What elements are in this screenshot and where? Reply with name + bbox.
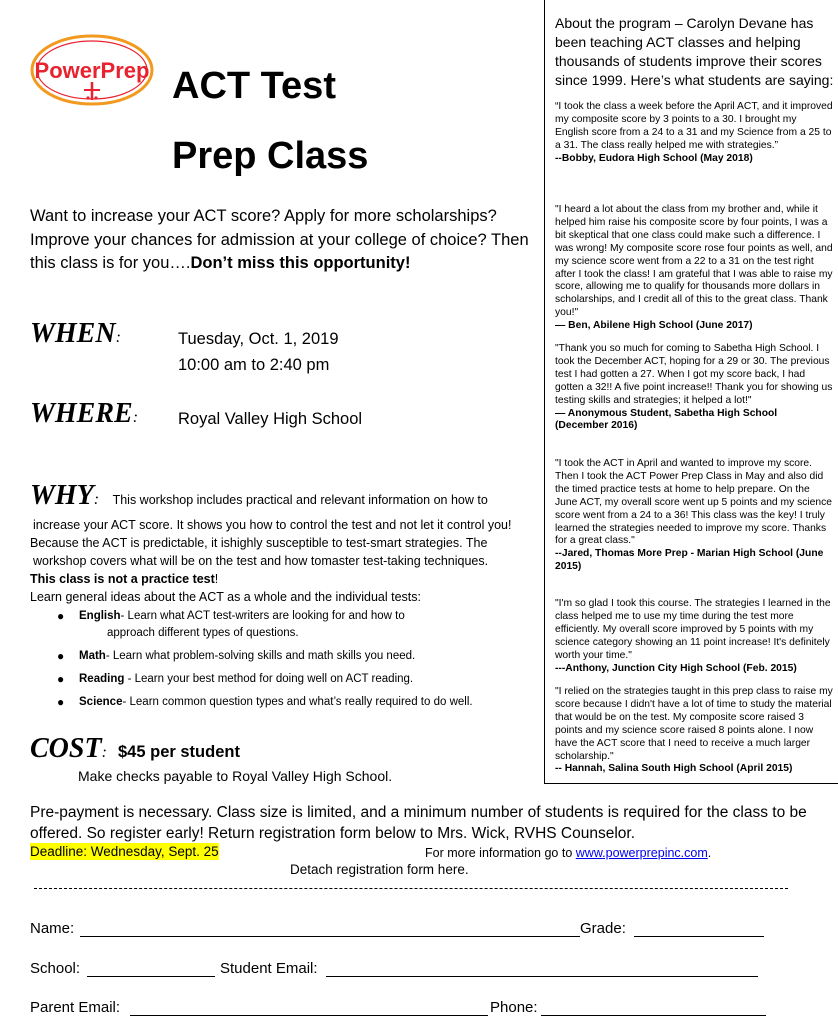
testimonial-anonymous: [555, 343, 833, 433]
test-list: [30, 608, 530, 711]
intro-paragraph: [30, 205, 540, 276]
testimonial-signature: — Anonymous Student, Sabetha High School (December 2016): [555, 407, 778, 432]
item-name: Science: [79, 696, 123, 708]
school-field[interactable]: [87, 960, 215, 977]
list-item-english: [30, 608, 530, 642]
detach-instruction: Detach registration form here.: [290, 862, 469, 877]
testimonial-bobby: [555, 101, 833, 166]
why-line4: workshop covers what will be on the test and how tomaster test-taking techniques.: [33, 554, 489, 568]
testimonial-signature: --Bobby, Eudora High School (May 2018): [555, 152, 753, 164]
more-info-suffix: .: [707, 846, 712, 860]
list-item-reading: [30, 671, 530, 688]
not-practice-bold: This class is not a practice test: [30, 572, 215, 586]
name-label: Name:: [30, 920, 75, 937]
testimonial-quote: "I'm so glad I took this course. The strategies I learned in the class helped me to use my time during the test more efficiently. My overall score improved by 5 points with my science category showing an 11 point increase! It's definitely worth your time.": [555, 598, 831, 661]
testimonial-anthony: [555, 598, 833, 675]
name-field[interactable]: [80, 920, 580, 937]
when-label: [30, 318, 121, 354]
why-label: WHY:: [30, 480, 100, 511]
bullet-icon: ●: [57, 649, 65, 663]
testimonial-jared: [555, 458, 833, 574]
why-first-line: [30, 480, 530, 516]
deadline-highlight: Deadline: Wednesday, Sept. 25: [30, 844, 219, 859]
logo-text: PowerPrep: [34, 58, 150, 83]
when-colon: :: [115, 329, 121, 346]
item-name: Math: [79, 650, 106, 662]
item-desc: - Learn your best method for doing well on ACT reading.: [124, 673, 414, 685]
testimonial-signature: — Ben, Abilene High School (June 2017): [555, 320, 753, 332]
not-practice-end: !: [214, 572, 219, 586]
grade-field[interactable]: [634, 920, 764, 937]
not-practice-line: [30, 570, 530, 588]
more-info-prefix: For more information go to: [425, 846, 576, 860]
when-label-text: WHEN: [30, 318, 116, 349]
testimonials-sidebar: [544, 0, 838, 784]
powerprep-logo: [30, 34, 156, 110]
page-title-line1: ACT Test: [172, 65, 336, 107]
item-name: English: [79, 610, 121, 622]
cost-price: $45 per student: [118, 743, 240, 761]
grade-label: Grade:: [580, 920, 626, 937]
item-desc: - Learn what problem-solving skills and math skills you need.: [105, 650, 416, 662]
why-label-text: WHY: [30, 480, 94, 511]
student-email-field[interactable]: [326, 960, 758, 977]
testimonial-signature: ---Anthony, Junction City High School (Feb. 2015): [555, 662, 797, 674]
testimonial-quote: "I took the ACT in April and wanted to improve my score. Then I took the ACT Power Prep Class in May and also did the timed practice tests at home to help prepare. On the June ACT, my overall score went up 5 points and my science score went from a 24 to a 36! This class was the key! I truly learned the strategies needed to improve my score. Thanks for a great class.": [555, 458, 833, 547]
page-title-line2: Prep Class: [172, 135, 369, 177]
sidebar-heading: About the program – Carolyn Devane has been teaching ACT classes and helping thousands of students improve their scores since 1999. Here’s what students are saying:: [555, 15, 834, 88]
why-line1: This workshop includes practical and relevant information on how to: [112, 493, 488, 507]
when-time: 10:00 am to 2:40 pm: [178, 356, 330, 374]
student-email-label: Student Email:: [220, 960, 318, 977]
where-label-text: WHERE: [30, 398, 133, 429]
list-item-science: [30, 694, 530, 711]
item-desc-cont: approach different types of questions.: [107, 627, 299, 639]
testimonial-quote: "Thank you so much for coming to Sabetha High School. I took the December ACT, hoping for a 29 or 30. The previous test I had gotten a 27. When I got my score back, I had gotten a 32!! A five point increase!! Thank you for showing us testing skills and strategies; it helped a lot!": [555, 343, 833, 406]
parent-email-field[interactable]: [130, 999, 488, 1016]
testimonial-quote: "I relied on the strategies taught in this prep class to raise my score because I didn't have a lot of time to study the material that would be on the test. My composite score raised 3 points and my science score raised 8 points alone. I now have the ACT score that I need to receive a much larger scholarship.": [555, 686, 833, 762]
testimonial-signature: --Jared, Thomas More Prep - Marian High School (June 2015): [555, 548, 824, 573]
learn-general-line: Learn general ideas about the ACT as a whole and the individual tests:: [30, 590, 422, 604]
detach-dashed-line: [34, 888, 788, 889]
cost-colon: :: [101, 744, 107, 761]
item-name: Reading: [79, 673, 125, 685]
item-desc: - Learn what ACT test-writers are looking for and how to: [120, 610, 405, 622]
bullet-icon: ●: [57, 695, 65, 709]
item-desc: - Learn common question types and what’s really required to do well.: [122, 696, 473, 708]
intro-emphasis: Don’t miss this opportunity!: [190, 254, 411, 272]
list-item-math: [30, 648, 530, 665]
bullet-icon: ●: [57, 609, 65, 623]
more-info-line: [425, 845, 711, 861]
bullet-icon: ●: [57, 672, 65, 686]
testimonial-quote: “I took the class a week before the April ACT, and it improved my composite score by 3 points to a 30. I brought my English score from a 24 to a 31 and my Science from a 25 to a 31. The class really helped me with strategies.”: [555, 101, 833, 151]
phone-field[interactable]: [541, 999, 766, 1016]
where-colon: :: [132, 409, 139, 426]
cost-label-text: COST: [30, 733, 102, 764]
when-date: Tuesday, Oct. 1, 2019: [178, 330, 339, 348]
why-line2: increase your ACT score. It shows you how to control the test and not let it control you!: [33, 518, 512, 532]
intro-text: Want to increase your ACT score? Apply for more scholarships? Improve your chances for admission at your college of choice? Then this class is for you….: [30, 207, 529, 272]
powerprep-website-link[interactable]: www.powerprepinc.com: [575, 846, 708, 860]
phone-label: Phone:: [490, 999, 538, 1016]
why-line3: Because the ACT is predictable, it ishighly susceptible to test-smart strategies. The: [30, 536, 488, 550]
testimonial-signature: -- Hannah, Salina South High School (April 2015): [555, 763, 793, 775]
testimonial-hannah: [555, 686, 833, 776]
where-place: Royal Valley High School: [178, 410, 363, 428]
where-label: [30, 398, 138, 434]
why-section: [30, 480, 530, 717]
cost-checks: Make checks payable to Royal Valley High School.: [78, 768, 393, 784]
prepay-paragraph: Pre-payment is necessary. Class size is limited, and a minimum number of students is required for the class to be offered. So register early! Return registration form below to Mrs. Wick, RVHS Counselor.: [30, 804, 807, 842]
school-label: School:: [30, 960, 81, 977]
testimonial-quote: "I heard a lot about the class from my brother and, while it helped him raise his composite score by four points, I was a bit skeptical that one class could make such a difference. I was wrong! My composite score rose four points as well, and my science score went from a 22 to a 31 on the test right after I took the class! I am grateful that I was able to raise my score, allowing me to qualify for thousands more dollars in scholarships, and I credit all of this to the great class. Thank you!": [555, 204, 833, 319]
testimonial-ben: [555, 204, 833, 333]
cost-label: [30, 733, 107, 769]
parent-email-label: Parent Email:: [30, 999, 121, 1016]
logo-graphic: [30, 34, 156, 110]
